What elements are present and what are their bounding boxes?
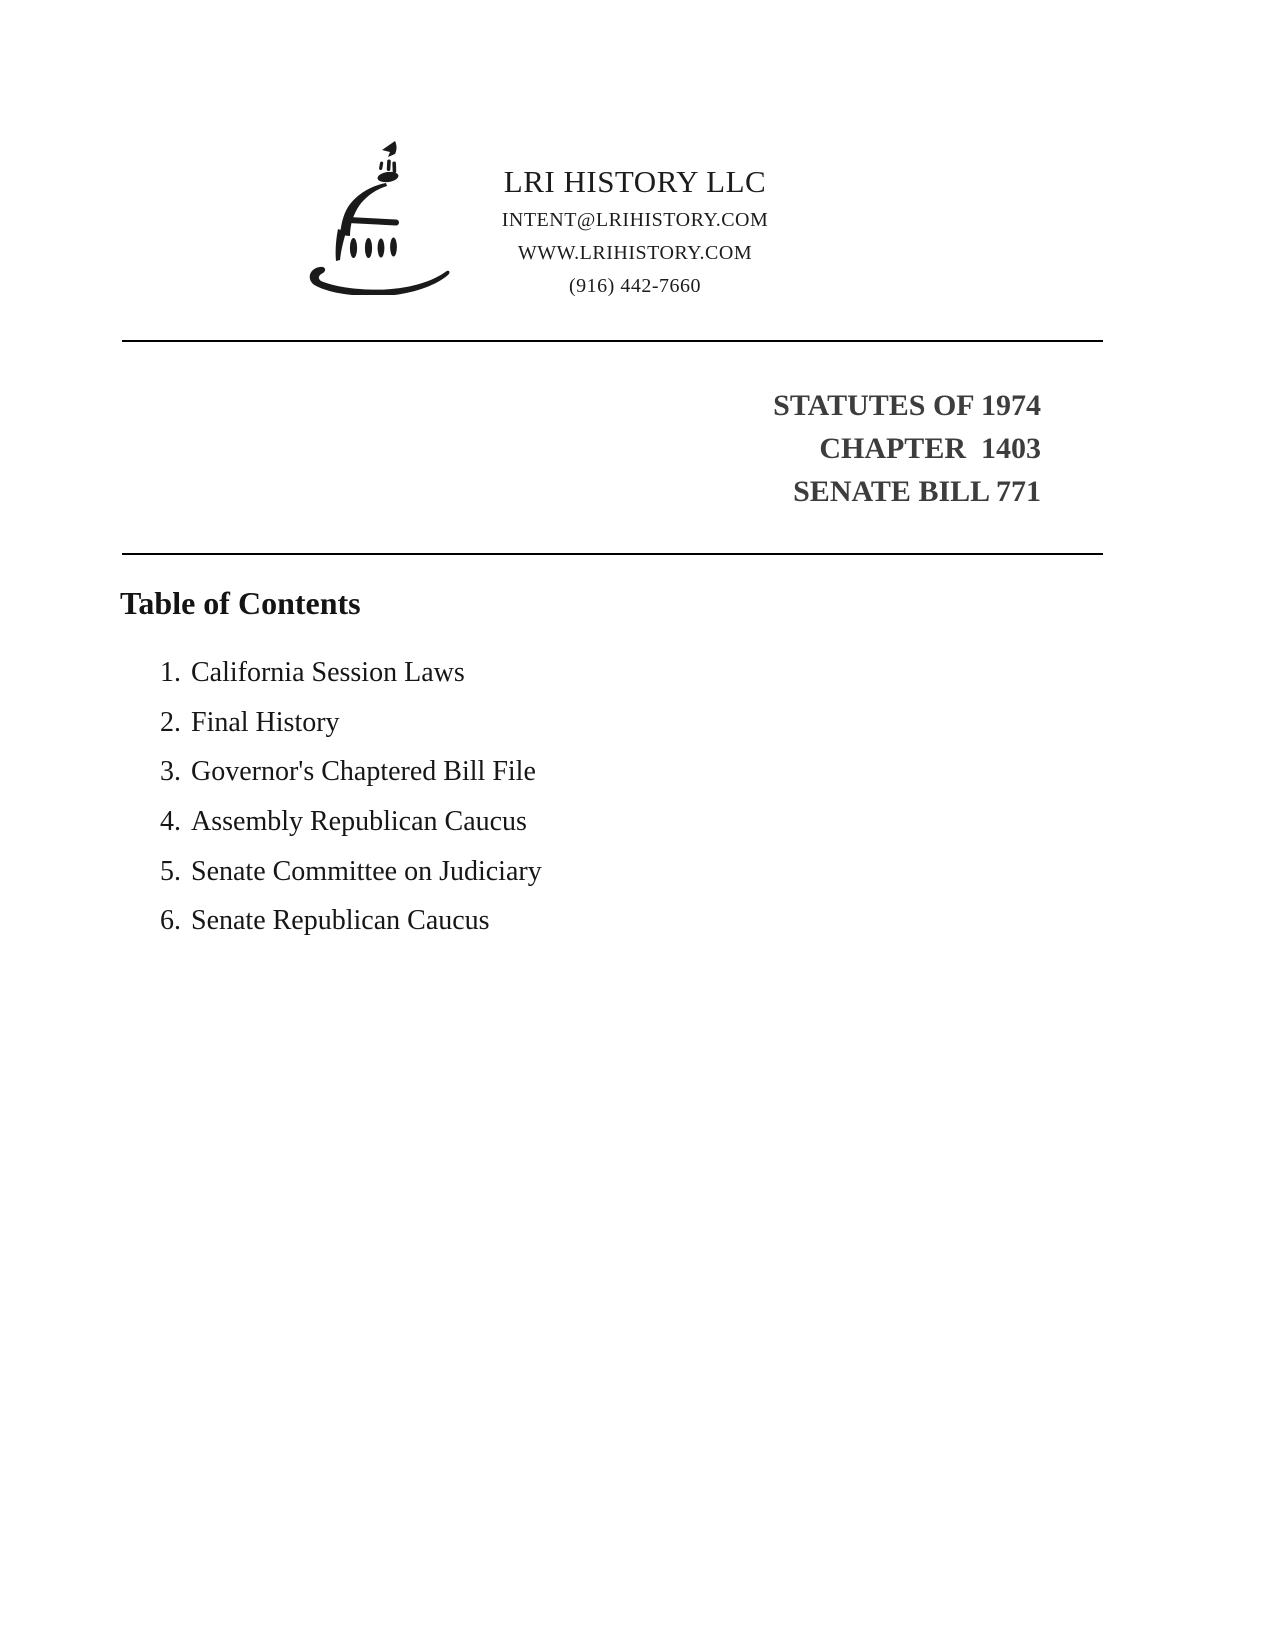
toc-item-label: Assembly Republican Caucus — [191, 805, 527, 837]
toc-item-number: 1. — [160, 656, 181, 688]
toc-item — [160, 797, 542, 847]
toc-item-number: 2. — [160, 706, 181, 738]
toc-item-label: Final History — [191, 706, 340, 738]
divider-bottom — [122, 553, 1103, 555]
toc-list — [160, 648, 542, 946]
toc-item — [160, 648, 542, 698]
citation-statutes: STATUTES OF 1974 — [773, 389, 1041, 422]
email-text: INTENT@LRIHISTORY.COM — [501, 209, 769, 231]
toc-item-label: California Session Laws — [191, 656, 465, 688]
capitol-dome-icon — [300, 125, 450, 295]
citation-chapter: CHAPTER 1403 — [819, 432, 1041, 465]
toc-item — [160, 847, 542, 897]
statute-citation — [773, 384, 1041, 513]
toc-item — [160, 698, 542, 748]
toc-item-number: 5. — [160, 855, 181, 887]
website-text: WWW.LRIHISTORY.COM — [517, 242, 753, 264]
company-name: LRI HISTORY LLC — [503, 164, 767, 199]
toc-heading: Table of Contents — [120, 585, 361, 621]
citation-bill: SENATE BILL 771 — [793, 475, 1041, 508]
toc-item — [160, 747, 542, 797]
toc-item-label: Senate Republican Caucus — [191, 905, 490, 937]
toc-item-number: 6. — [160, 905, 181, 937]
letterhead — [435, 160, 835, 303]
divider-top — [122, 340, 1103, 342]
phone-text: (916) 442-7660 — [569, 275, 701, 297]
toc-item-label: Governor's Chaptered Bill File — [191, 756, 536, 788]
toc-item-number: 3. — [160, 756, 181, 788]
toc-item-label: Senate Committee on Judiciary — [191, 855, 542, 887]
toc-item-number: 4. — [160, 805, 181, 837]
toc-item — [160, 896, 542, 946]
